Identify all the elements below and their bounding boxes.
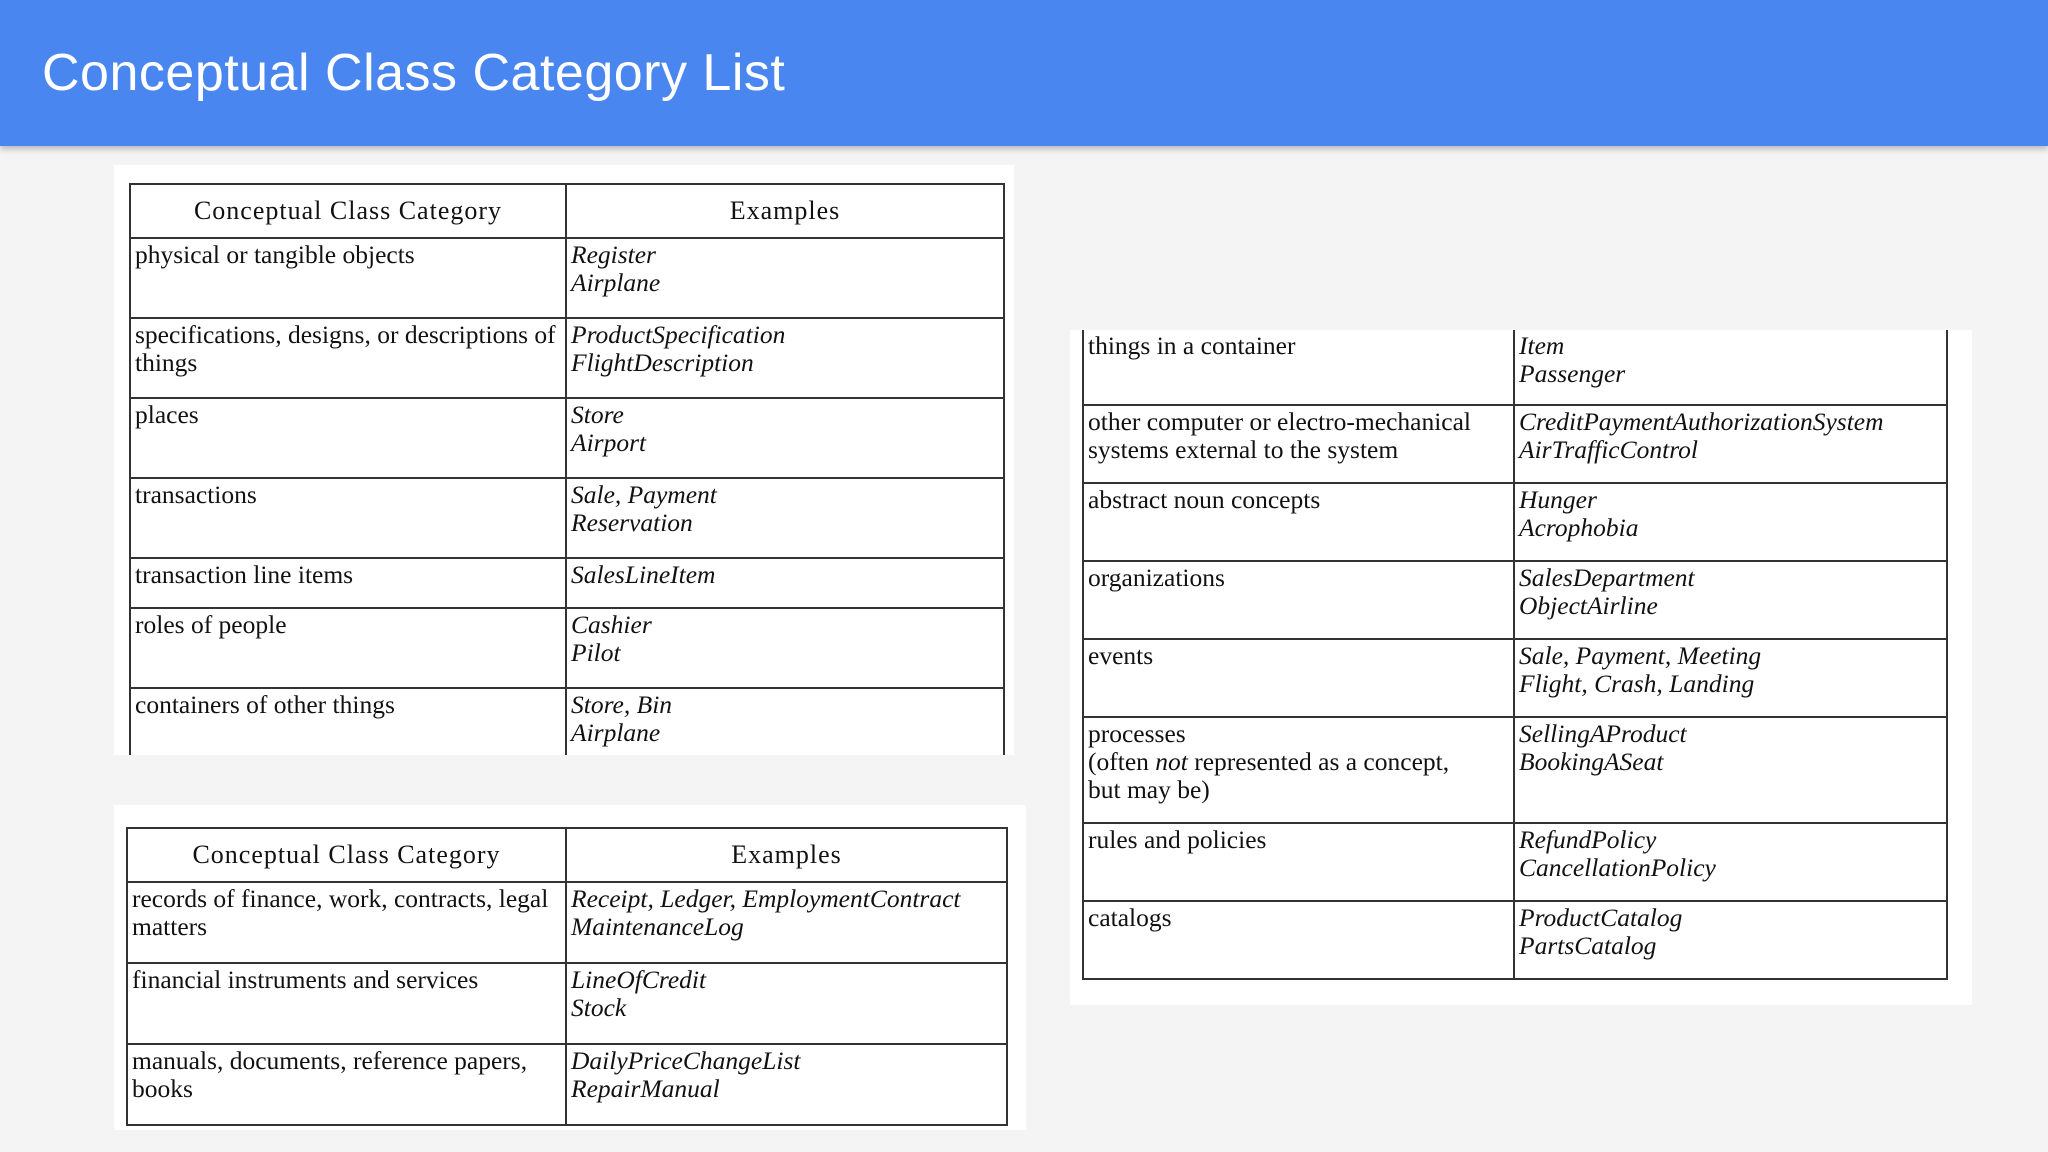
table-header-row: [130, 184, 1004, 238]
category-table-image-2: [114, 805, 1026, 1130]
table-row: [1083, 483, 1947, 561]
category-cell: roles of people: [130, 608, 566, 688]
table-row: [127, 882, 1007, 963]
table-row: [130, 318, 1004, 398]
examples-cell: Sale, Payment, Meeting Flight, Crash, Landing: [1514, 639, 1947, 717]
category-cell: things in a container: [1083, 330, 1514, 405]
table-row: [130, 688, 1004, 755]
table-row: [1083, 405, 1947, 483]
category-cell: containers of other things: [130, 688, 566, 755]
category-cell: rules and policies: [1083, 823, 1514, 901]
table-row: [1083, 717, 1947, 823]
examples-cell: RefundPolicy CancellationPolicy: [1514, 823, 1947, 901]
title-bar: [0, 0, 2048, 146]
slide-title: Conceptual Class Category List: [42, 44, 786, 102]
category-table-image-1: [114, 165, 1014, 755]
examples-cell: Cashier Pilot: [566, 608, 1004, 688]
table-row: [1083, 330, 1947, 405]
category-cell: manuals, documents, reference papers, books: [127, 1044, 566, 1125]
category-cell: abstract noun concepts: [1083, 483, 1514, 561]
table-row: [130, 478, 1004, 558]
category-cell: records of finance, work, contracts, legal matters: [127, 882, 566, 963]
examples-cell: ProductCatalog PartsCatalog: [1514, 901, 1947, 979]
examples-cell: Receipt, Ledger, EmploymentContract MaintenanceLog: [566, 882, 1007, 963]
column-header-examples: Examples: [566, 828, 1007, 882]
examples-cell: SalesDepartment ObjectAirline: [1514, 561, 1947, 639]
category-cell: other computer or electro-mechanical systems external to the system: [1083, 405, 1514, 483]
examples-cell: CreditPaymentAuthorizationSystem AirTrafficControl: [1514, 405, 1947, 483]
category-cell: financial instruments and services: [127, 963, 566, 1044]
table-row: [130, 398, 1004, 478]
emphasis-not: not: [1155, 747, 1188, 776]
examples-cell: LineOfCredit Stock: [566, 963, 1007, 1044]
examples-cell: SalesLineItem: [566, 558, 1004, 608]
table-row: [1083, 639, 1947, 717]
category-cell: physical or tangible objects: [130, 238, 566, 318]
table-row: [1083, 561, 1947, 639]
table-row: [130, 238, 1004, 318]
examples-cell: Register Airplane: [566, 238, 1004, 318]
column-header-examples: Examples: [566, 184, 1004, 238]
examples-cell: Sale, Payment Reservation: [566, 478, 1004, 558]
category-cell: specifications, designs, or descriptions of things: [130, 318, 566, 398]
category-table-3: [1082, 330, 1948, 980]
category-cell: events: [1083, 639, 1514, 717]
category-cell: catalogs: [1083, 901, 1514, 979]
examples-cell: DailyPriceChangeList RepairManual: [566, 1044, 1007, 1125]
table-row: [127, 963, 1007, 1044]
category-cell: places: [130, 398, 566, 478]
category-cell: transaction line items: [130, 558, 566, 608]
table-row: [130, 608, 1004, 688]
category-cell: organizations: [1083, 561, 1514, 639]
category-table-1: [129, 183, 1005, 755]
category-cell: processes (often not represented as a concept, but may be): [1083, 717, 1514, 823]
table-row: [127, 1044, 1007, 1125]
examples-cell: Hunger Acrophobia: [1514, 483, 1947, 561]
examples-cell: ProductSpecification FlightDescription: [566, 318, 1004, 398]
examples-cell: SellingAProduct BookingASeat: [1514, 717, 1947, 823]
column-header-category: Conceptual Class Category: [127, 828, 566, 882]
category-table-2: [126, 827, 1008, 1126]
category-table-image-3: [1070, 330, 1972, 1005]
column-header-category: Conceptual Class Category: [130, 184, 566, 238]
examples-cell: Store, Bin Airplane: [566, 688, 1004, 755]
examples-cell: Item Passenger: [1514, 330, 1947, 405]
category-cell: transactions: [130, 478, 566, 558]
table-row: [1083, 901, 1947, 979]
table-header-row: [127, 828, 1007, 882]
examples-cell: Store Airport: [566, 398, 1004, 478]
table-row: [130, 558, 1004, 608]
table-row: [1083, 823, 1947, 901]
